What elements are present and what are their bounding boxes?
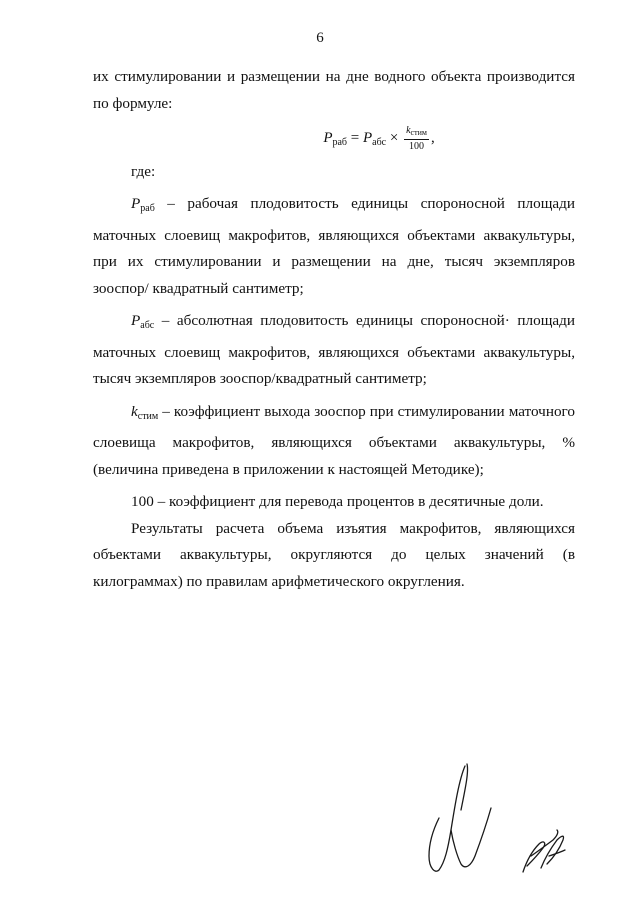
formula-times: ×: [386, 129, 403, 146]
intro-paragraph: их стимулировании и размещении на дне водного объекта производится по формуле:: [93, 68, 575, 112]
results-paragraph: Результаты расчета объема изъятия макрофитов, являющихся объектами аквакультуры, округляются до целых значений (в килограммах) по правилам арифметического округления.: [93, 519, 575, 590]
def3-sub: стим: [137, 410, 159, 422]
definition-100: 100 – коэффициент для перевода процентов в десятичные доли.: [131, 493, 544, 511]
formula-rhs-var: P: [362, 129, 373, 146]
def3-text: – коэффициент выхода зооспор при стимулировании маточного слоевища макрофитов, являющихся объектами аквакультуры, % (величина приведена в приложении к настоящей Методике);: [93, 402, 575, 478]
def1-text: – рабочая плодовитость единицы спороносной площади маточных слоевищ макрофитов, являющихся объектами аквакультуры, при их стимулировании и размещении на дне, тысяч экземпляров зооспор/ квадратный сантиметр;: [93, 195, 575, 297]
formula-lhs-var: P: [323, 129, 333, 146]
definition-p-rab: [93, 191, 575, 302]
def1-sub: раб: [140, 203, 155, 215]
def3-var: k: [131, 402, 138, 420]
def1-var: P: [131, 195, 141, 213]
definition-k-stim: [93, 399, 575, 484]
where-label: где:: [131, 162, 156, 180]
formula-num-var: k: [406, 125, 411, 136]
handwritten-signature-icon: [415, 760, 585, 885]
def2-text: – абсолютная плодовитость единицы спороносной· площади маточных слоевищ макрофитов, являющихся объектами аквакультуры, тысяч экземпляров зооспор/квадратный сантиметр;: [93, 312, 575, 388]
def2-var: P: [131, 312, 141, 330]
page-number: 6: [316, 30, 324, 46]
formula: [93, 125, 575, 153]
formula-num-sub: стим: [410, 128, 427, 137]
formula-rhs-sub: абс: [372, 136, 387, 148]
formula-lhs-sub: раб: [332, 136, 348, 148]
document-body: [93, 64, 575, 595]
formula-fraction-numerator: [404, 125, 429, 140]
formula-fraction-denominator: 100: [409, 141, 425, 152]
formula-equals: =: [347, 129, 363, 146]
formula-trailing: ,: [430, 129, 435, 146]
formula-fraction: [404, 125, 429, 152]
def2-sub: абс: [140, 320, 155, 332]
definition-p-abs: [93, 308, 575, 393]
